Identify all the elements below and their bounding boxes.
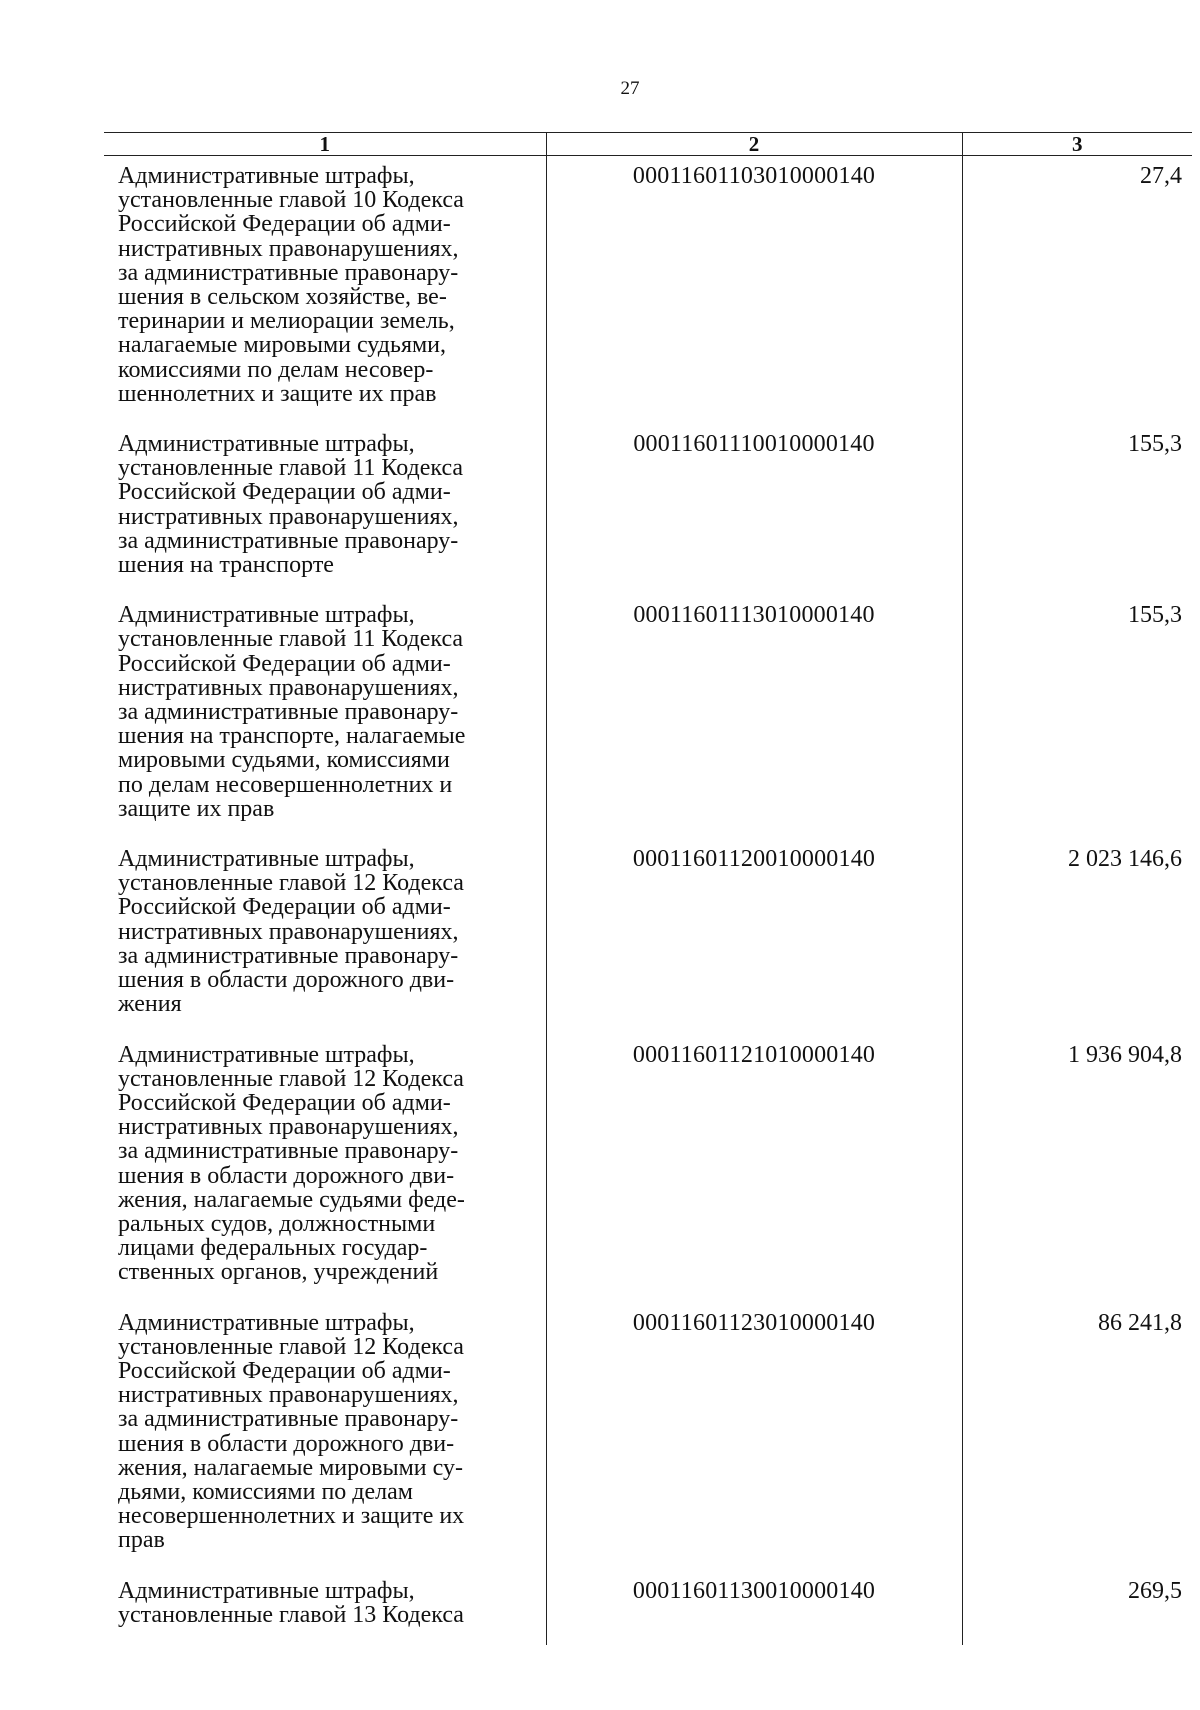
row-description [104, 595, 546, 839]
table-row [104, 839, 1192, 1034]
row-amount: 155,3 [962, 424, 1192, 595]
description-text: Административные штрафы, установленные главой 11 Кодекса Российской Федерации об адми- нистративных правонарушениях, за административные правонару- шения на транспорте [118, 431, 464, 579]
row-amount: 155,3 [962, 595, 1192, 839]
table-row [104, 595, 1192, 839]
row-description [104, 1035, 546, 1303]
description-text: Административные штрафы, установленные главой 12 Кодекса Российской Федерации об адми- нистративных правонарушениях, за административные правонару- шения в области дорожного дви- жения [118, 846, 464, 1018]
header-row [104, 133, 1192, 156]
row-amount: 86 241,8 [962, 1303, 1192, 1571]
row-code: 00011601123010000140 [546, 1303, 962, 1571]
row-description [104, 839, 546, 1034]
table-row [104, 1571, 1192, 1645]
row-amount: 2 023 146,6 [962, 839, 1192, 1034]
row-code: 00011601103010000140 [546, 156, 962, 425]
column-header-2: 2 [546, 133, 962, 156]
row-code: 00011601120010000140 [546, 839, 962, 1034]
table-row [104, 1303, 1192, 1571]
row-code: 00011601130010000140 [546, 1571, 962, 1645]
description-text: Административные штрафы, установленные главой 12 Кодекса Российской Федерации об адми- нистративных правонарушениях, за административные правонару- шения в области дорожного дви- жения, налагаемые мировыми су- дьями, комиссиями по делам несовершеннолетних и защите их прав [118, 1309, 465, 1554]
column-header-1: 1 [104, 133, 546, 156]
row-amount: 27,4 [962, 156, 1192, 425]
table-row [104, 1035, 1192, 1303]
row-code: 00011601121010000140 [546, 1035, 962, 1303]
row-code: 00011601110010000140 [546, 424, 962, 595]
row-description [104, 424, 546, 595]
column-header-3: 3 [962, 133, 1192, 156]
table-row [104, 424, 1192, 595]
row-amount: 1 936 904,8 [962, 1035, 1192, 1303]
description-text: Административные штрафы, установленные главой 11 Кодекса Российской Федерации об адми- нистративных правонарушениях, за административные правонару- шения на транспорте, налагаемые мировыми судьями, комиссиями по делам несовершеннолетних и защите их прав [118, 602, 466, 822]
revenue-table [104, 132, 1192, 1645]
row-description [104, 156, 546, 425]
description-text: Административные штрафы, установленные главой 12 Кодекса Российской Федерации об адми- нистративных правонарушениях, за административные правонару- шения в области дорожного дви- жения, налагаемые судьями феде- ральных судов, должностными лицами федеральных государ- ственных органов, учреждений [118, 1041, 465, 1286]
row-description [104, 1571, 546, 1645]
description-text: Административные штрафы, установленные главой 13 Кодекса [118, 1577, 464, 1628]
description-text: Административные штрафы, установленные главой 10 Кодекса Российской Федерации об адми- нистративных правонарушениях, за административные правонару- шения в сельском хозяйстве, ве- теринарии и мелиорации земель, налагаемые мировыми судьями, комиссиями по делам несовер- шеннолетних и защите их прав [118, 163, 464, 407]
revenue-table-container [104, 132, 1192, 1645]
table-row [104, 156, 1192, 425]
row-code: 00011601113010000140 [546, 595, 962, 839]
row-amount: 269,5 [962, 1571, 1192, 1645]
page-number: 27 [620, 78, 640, 99]
row-description [104, 1303, 546, 1571]
